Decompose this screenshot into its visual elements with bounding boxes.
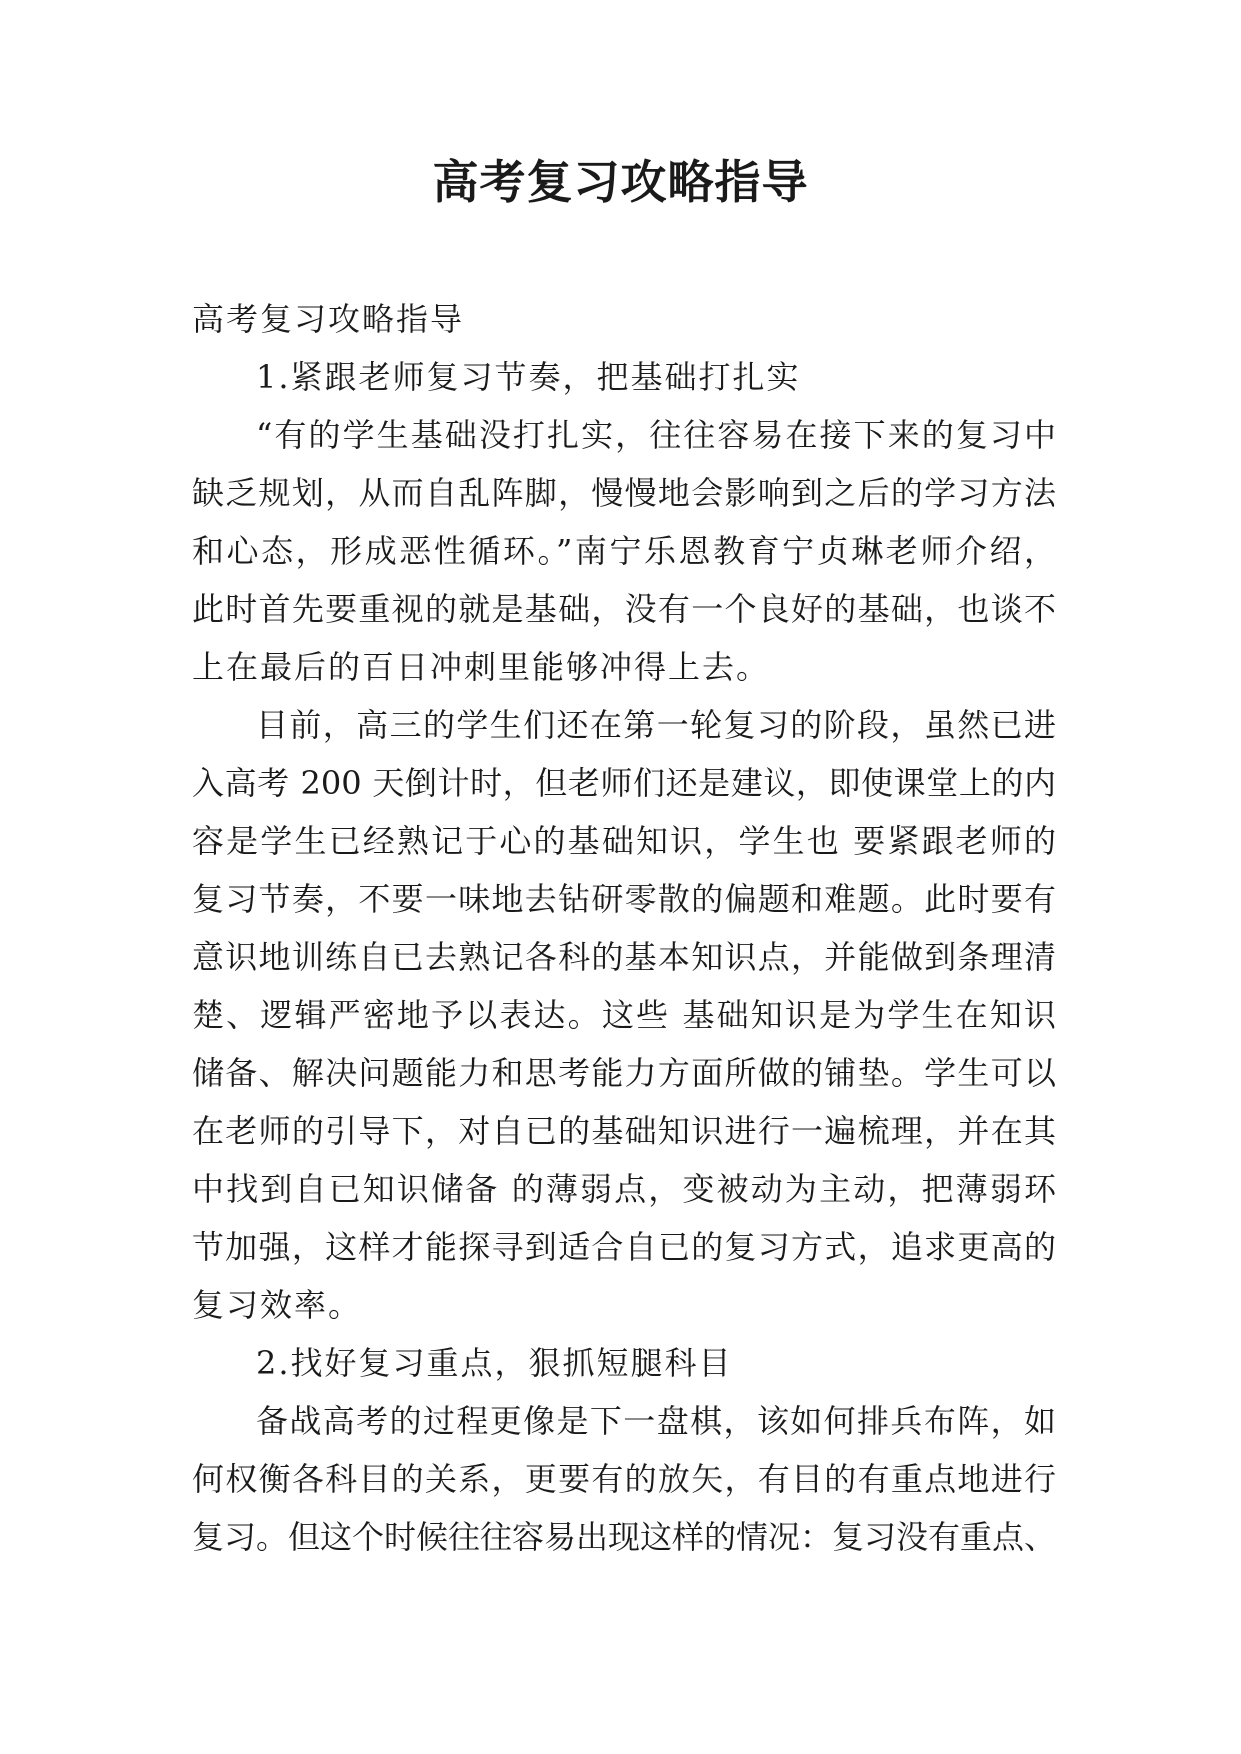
paragraph-line: 楚、逻辑严密地予以表达。这些 基础知识是为学生在知识 [192, 996, 1056, 1034]
document-title: 高考复习攻略指导 [432, 155, 809, 209]
paragraph-3 [192, 1392, 1056, 1566]
section-heading-1: 1.紧跟老师复习节奏，把基础打扎实 [256, 358, 801, 396]
paragraph-line: 在老师的引导下，对自已的基础知识进行一遍梳理，并在其 [192, 1112, 1056, 1150]
document-body [192, 290, 1056, 1566]
paragraph-line: 储备、解决问题能力和思考能力方面所做的铺垫。学生可以 [192, 1054, 1056, 1092]
paragraph-line: 缺乏规划，从而自乱阵脚，慢慢地会影响到之后的学习方法 [192, 474, 1056, 512]
paragraph-1 [192, 406, 1056, 696]
paragraph-line: 复习节奏，不要一味地去钻研零散的偏题和难题。此时要有 [192, 880, 1056, 918]
paragraph-line: 此时首先要重视的就是基础，没有一个良好的基础，也谈不 [192, 590, 1056, 628]
paragraph-line: 上在最后的百日冲刺里能够冲得上去。 [192, 648, 771, 686]
document-subtitle: 高考复习攻略指导 [192, 300, 465, 338]
paragraph-line: 中找到自已知识储备 的薄弱点，变被动为主动，把薄弱环 [192, 1170, 1056, 1208]
paragraph-line: 意识地训练自已去熟记各科的基本知识点，并能做到条理清 [192, 938, 1056, 976]
paragraph-line: 复习。但这个时候往往容易出现这样的情况：复习没有重点、 [192, 1518, 1056, 1556]
section-heading-2: 2.找好复习重点，狠抓短腿科目 [256, 1344, 733, 1382]
paragraph-2 [192, 696, 1056, 1334]
paragraph-line: “有的学生基础没打扎实，往往容易在接下来的复习中 [256, 416, 1056, 454]
paragraph-line: 容是学生已经熟记于心的基础知识，学生也 要紧跟老师的 [192, 822, 1056, 860]
paragraph-line: 和心态，形成恶性循环。”南宁乐恩教育宁贞琳老师介绍， [192, 532, 1056, 570]
paragraph-line: 节加强，这样才能探寻到适合自已的复习方式，追求更高的 [192, 1228, 1056, 1266]
paragraph-line: 何权衡各科目的关系，更要有的放矢，有目的有重点地进行 [192, 1460, 1056, 1498]
paragraph-line: 目前，高三的学生们还在第一轮复习的阶段，虽然已进 [256, 706, 1056, 744]
paragraph-line: 备战高考的过程更像是下一盘棋，该如何排兵布阵，如 [256, 1402, 1056, 1440]
paragraph-line: 入高考 200 天倒计时，但老师们还是建议，即使课堂上的内 [192, 764, 1056, 802]
paragraph-line: 复习效率。 [192, 1286, 363, 1324]
